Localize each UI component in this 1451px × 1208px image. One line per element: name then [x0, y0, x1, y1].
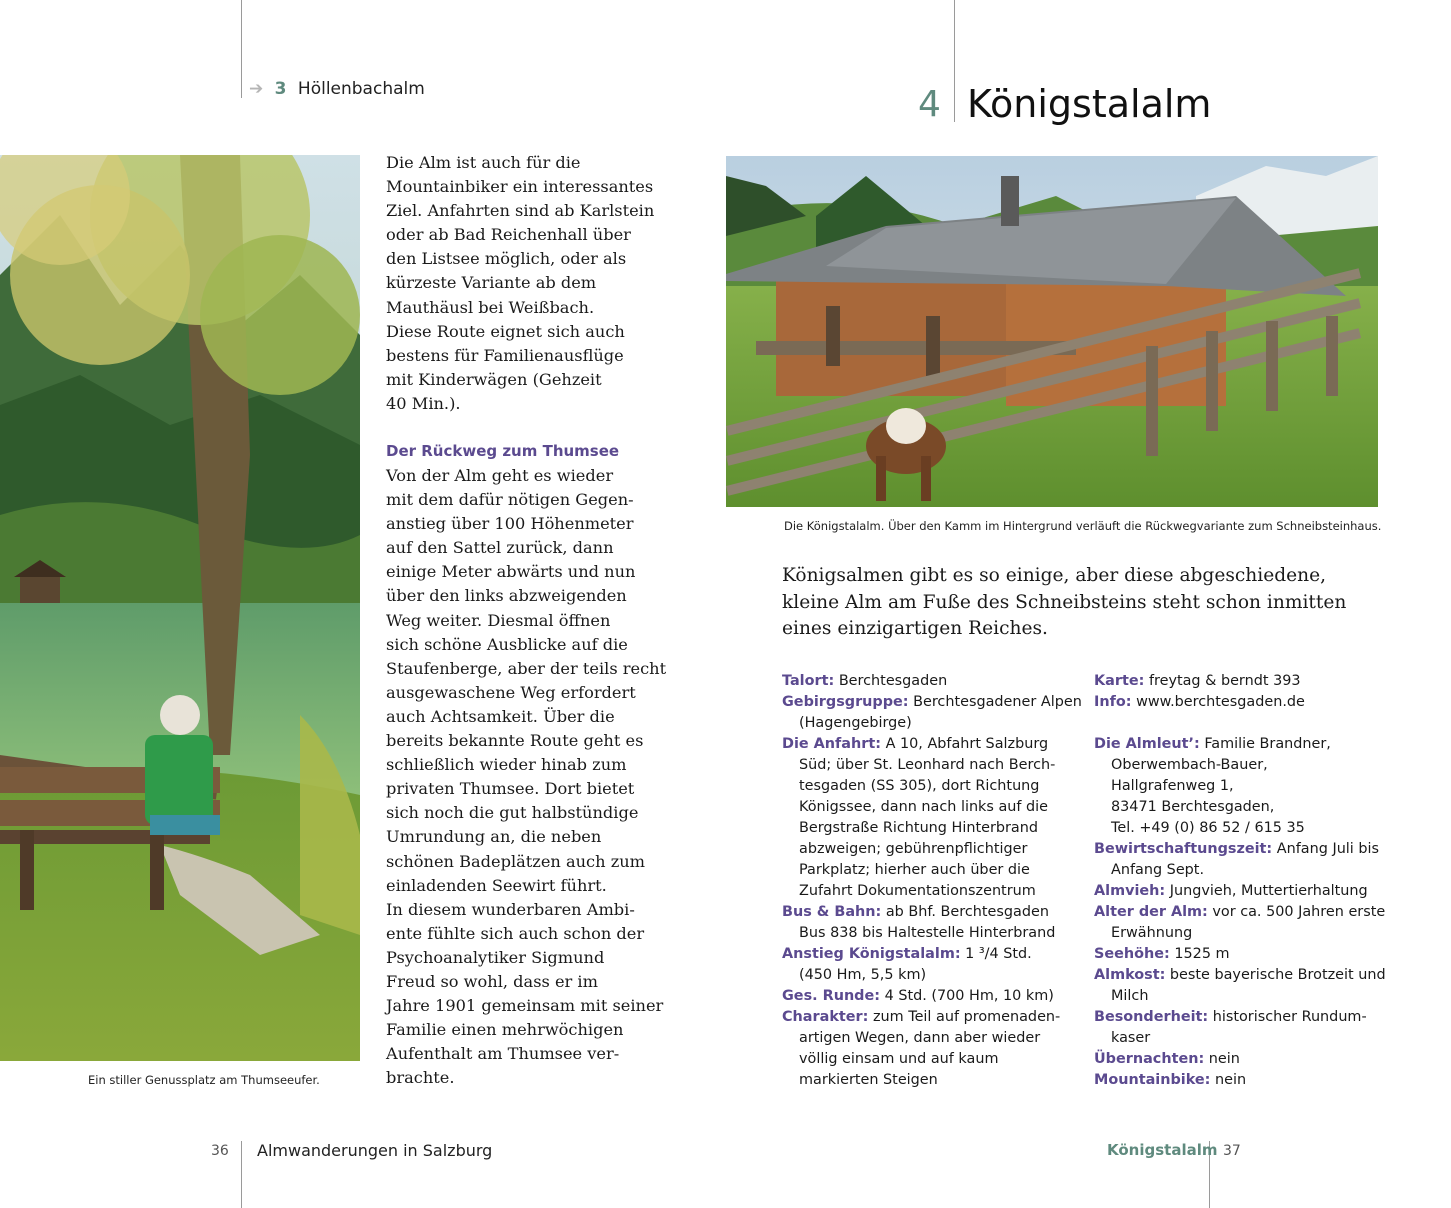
text-line: 40 Min.). — [386, 393, 461, 413]
info-value: Süd; über St. Leonhard nach Berch- — [799, 757, 1056, 773]
info-column-left — [782, 671, 1082, 1091]
info-line — [782, 839, 1082, 860]
info-value: 4 Std. (700 Hm, 10 km) — [884, 988, 1054, 1004]
text-line: auf den Sattel zurück, dann — [386, 538, 614, 558]
info-line — [782, 1070, 1082, 1091]
info-label: Bus & Bahn: — [782, 904, 882, 920]
info-line — [1094, 1070, 1386, 1091]
text-line: einladenden Seewirt führt. — [386, 875, 607, 895]
info-value: Erwähnung — [1111, 925, 1193, 941]
info-line — [1094, 1007, 1386, 1028]
info-label: Übernachten: — [1094, 1051, 1205, 1067]
info-value: Parkplatz; hierher auch über die — [799, 862, 1030, 878]
info-line — [782, 776, 1082, 797]
text-line: bestens für Familienausflüge — [386, 345, 624, 365]
hut-photo — [726, 156, 1378, 507]
info-value: 1525 m — [1174, 946, 1230, 962]
text-line: einige Meter abwärts und nun — [386, 562, 636, 582]
info-label: Almvieh: — [1094, 883, 1166, 899]
right-page-number: 37 — [1223, 1143, 1241, 1159]
info-line — [782, 902, 1082, 923]
info-label: Gebirgsgruppe: — [782, 694, 909, 710]
left-footer-rule — [241, 1141, 242, 1208]
text-line: über den links abzweigenden — [386, 586, 627, 606]
text-line: Ziel. Anfahrten sind ab Karlstein — [386, 201, 655, 221]
info-label: Seehöhe: — [1094, 946, 1170, 962]
left-body-text-2 — [386, 464, 666, 1090]
info-column-right-top — [1094, 671, 1305, 713]
info-label: Anstieg Königstalalm: — [782, 946, 961, 962]
info-value: Jungvieh, Muttertierhaltung — [1169, 883, 1368, 899]
info-value: www.berchtesgaden.de — [1136, 694, 1305, 710]
info-line — [1094, 692, 1305, 713]
lake-photo — [0, 155, 360, 1061]
info-value: tesgaden (SS 305), dort Richtung — [799, 778, 1040, 794]
info-value: Königssee, dann nach links auf die — [799, 799, 1049, 815]
info-value: Anfang Juli bis — [1276, 841, 1380, 857]
info-line — [782, 713, 1082, 734]
running-head-title: Höllenbachalm — [297, 79, 425, 99]
text-line: Familie einen mehrwöchigen — [386, 1020, 624, 1040]
text-line: mit Kinderwägen (Gehzeit — [386, 369, 602, 389]
info-value: ab Bhf. Berchtesgaden — [885, 904, 1049, 920]
info-value: A 10, Abfahrt Salzburg — [885, 736, 1049, 752]
info-value: 83471 Berchtesgaden, — [1111, 799, 1275, 815]
info-value: nein — [1214, 1072, 1247, 1088]
running-head-number: 3 — [274, 79, 287, 99]
info-value: vor ca. 500 Jahren erste — [1212, 904, 1386, 920]
text-line: bereits bekannte Route geht es — [386, 731, 644, 751]
info-value: (Hagengebirge) — [799, 715, 912, 731]
text-line: Von der Alm geht es wieder — [386, 466, 614, 485]
lead-line: kleine Alm am Fuße des Schneibsteins steht schon inmitten — [782, 591, 1347, 613]
text-line: sich schöne Ausblicke auf die — [386, 634, 628, 654]
info-line — [1094, 797, 1386, 818]
text-line: oder ab Bad Reichenhall über — [386, 225, 631, 245]
info-label: Die Almleut’: — [1094, 736, 1200, 752]
info-line — [1094, 1049, 1386, 1070]
info-line — [782, 818, 1082, 839]
hut-photo-illustration — [726, 156, 1378, 507]
text-line: anstieg über 100 Höhenmeter — [386, 514, 634, 534]
info-label: Charakter: — [782, 1009, 869, 1025]
info-value: Hallgrafenweg 1, — [1111, 778, 1234, 794]
left-page-number: 36 — [211, 1143, 229, 1159]
info-line — [1094, 818, 1386, 839]
text-line: Weg weiter. Diesmal öffnen — [386, 610, 611, 630]
info-value: völlig einsam und auf kaum — [799, 1051, 999, 1067]
info-value: Berchtesgaden — [838, 673, 948, 689]
info-value: Bus 838 bis Haltestelle Hinterbrand — [799, 925, 1056, 941]
info-value: freytag & berndt 393 — [1148, 673, 1301, 689]
text-line: ente fühlte sich auch schon der — [386, 923, 645, 943]
info-line — [1094, 944, 1386, 965]
text-line: Die Alm ist auch für die — [386, 153, 581, 172]
info-label: Talort: — [782, 673, 835, 689]
info-line — [1094, 860, 1386, 881]
text-line: schließlich wieder hinab zum — [386, 755, 627, 775]
right-header-rule — [954, 0, 955, 122]
chapter-number: 4 — [918, 84, 941, 125]
info-value: Milch — [1111, 988, 1149, 1004]
text-line: In diesem wunderbaren Ambi- — [386, 899, 635, 919]
text-line: auch Achtsamkeit. Über die — [386, 706, 615, 726]
text-line: Diese Route eignet sich auch — [386, 321, 625, 341]
info-line — [782, 1049, 1082, 1070]
arrow-right-icon: ➔ — [249, 79, 264, 99]
info-label: Almkost: — [1094, 967, 1166, 983]
info-label: Mountainbike: — [1094, 1072, 1211, 1088]
right-footer-section-title: Königstalalm — [1107, 1141, 1218, 1159]
info-label: Bewirtschaftungszeit: — [1094, 841, 1273, 857]
info-line — [1094, 734, 1386, 755]
info-value: (450 Hm, 5,5 km) — [799, 967, 927, 983]
info-line — [782, 944, 1082, 965]
text-line: Freud so wohl, dass er im — [386, 971, 598, 991]
text-line: Mauthäusl bei Weißbach. — [386, 297, 595, 317]
info-column-right — [1094, 734, 1386, 1091]
info-line — [782, 692, 1082, 713]
lake-photo-illustration — [0, 155, 360, 1061]
left-photo-caption: Ein stiller Genussplatz am Thumseeufer. — [88, 1073, 320, 1087]
info-label: Info: — [1094, 694, 1132, 710]
info-value: Oberwembach-Bauer, — [1111, 757, 1268, 773]
info-value: nein — [1208, 1051, 1240, 1067]
info-line — [782, 965, 1082, 986]
info-line — [782, 986, 1082, 1007]
left-body-text-1 — [386, 151, 654, 416]
text-line: Jahre 1901 gemeinsam mit seiner — [386, 996, 664, 1016]
info-line — [1094, 965, 1386, 986]
info-value: zum Teil auf promenaden- — [872, 1009, 1061, 1025]
info-label: Die Anfahrt: — [782, 736, 881, 752]
info-value: artigen Wegen, dann aber wieder — [799, 1030, 1041, 1046]
info-value: abzweigen; gebührenpflichtiger — [799, 841, 1028, 857]
info-line — [782, 734, 1082, 755]
info-line — [1094, 671, 1305, 692]
info-line — [1094, 1028, 1386, 1049]
info-line — [1094, 755, 1386, 776]
text-line: Psychoanalytiker Sigmund — [386, 947, 605, 967]
chapter-title: Königstalalm — [967, 82, 1212, 126]
info-value: Berchtesgadener Alpen — [913, 694, 1082, 710]
info-line — [782, 923, 1082, 944]
info-line — [782, 755, 1082, 776]
lead-line: Königsalmen gibt es so einige, aber diese abgeschiedene, — [782, 565, 1327, 586]
info-line — [1094, 881, 1386, 902]
info-value: kaser — [1111, 1030, 1151, 1046]
right-photo-caption: Die Königstalalm. Über den Kamm im Hintergrund verläuft die Rückwegvariante zum Schneibsteinhaus. — [784, 519, 1382, 533]
info-line — [1094, 776, 1386, 797]
info-line — [1094, 902, 1386, 923]
lead-text — [782, 563, 1346, 643]
info-line — [1094, 986, 1386, 1007]
info-value: historischer Rundum- — [1212, 1009, 1367, 1025]
info-line — [782, 1007, 1082, 1028]
section-subheading: Der Rückweg zum Thumsee — [386, 442, 620, 460]
text-line: mit dem dafür nötigen Gegen- — [386, 490, 634, 510]
info-value: beste bayerische Brotzeit und — [1169, 967, 1386, 983]
text-line: kürzeste Variante ab dem — [386, 273, 597, 293]
running-head — [249, 79, 425, 99]
lead-line: eines einzigartigen Reiches. — [782, 618, 1048, 640]
info-line — [782, 797, 1082, 818]
info-value: Bergstraße Richtung Hinterbrand — [799, 820, 1038, 836]
text-line: Umrundung an, die neben — [386, 827, 602, 847]
info-label: Alter der Alm: — [1094, 904, 1208, 920]
info-value: markierten Steigen — [799, 1072, 938, 1088]
info-value: Familie Brandner, — [1204, 736, 1331, 752]
text-line: brachte. — [386, 1068, 455, 1088]
text-line: sich noch die gut halbstündige — [386, 803, 639, 823]
text-line: Mountainbiker ein interessantes — [386, 177, 654, 197]
info-value: Tel. +49 (0) 86 52 / 615 35 — [1111, 820, 1305, 836]
info-line — [1094, 923, 1386, 944]
text-line: schönen Badeplätzen auch zum — [386, 851, 645, 871]
text-line: Staufenberge, aber der teils recht — [386, 658, 667, 678]
info-line — [782, 1028, 1082, 1049]
info-value: Zufahrt Dokumentationszentrum — [799, 883, 1036, 899]
info-value: 1 ³/4 Std. — [965, 946, 1032, 962]
info-line — [782, 881, 1082, 902]
left-footer-book-title: Almwanderungen in Salzburg — [257, 1141, 493, 1160]
text-line: privaten Thumsee. Dort bietet — [386, 779, 635, 799]
info-value: Anfang Sept. — [1111, 862, 1205, 878]
info-line — [1094, 839, 1386, 860]
info-line — [782, 671, 1082, 692]
info-label: Besonderheit: — [1094, 1009, 1209, 1025]
text-line: Aufenthalt am Thumsee ver- — [386, 1044, 620, 1064]
info-label: Karte: — [1094, 673, 1145, 689]
text-line: ausgewaschene Weg erfordert — [386, 682, 636, 702]
info-line — [782, 860, 1082, 881]
text-line: den Listsee möglich, oder als — [386, 249, 627, 269]
left-header-rule — [241, 0, 242, 98]
info-label: Ges. Runde: — [782, 988, 881, 1004]
